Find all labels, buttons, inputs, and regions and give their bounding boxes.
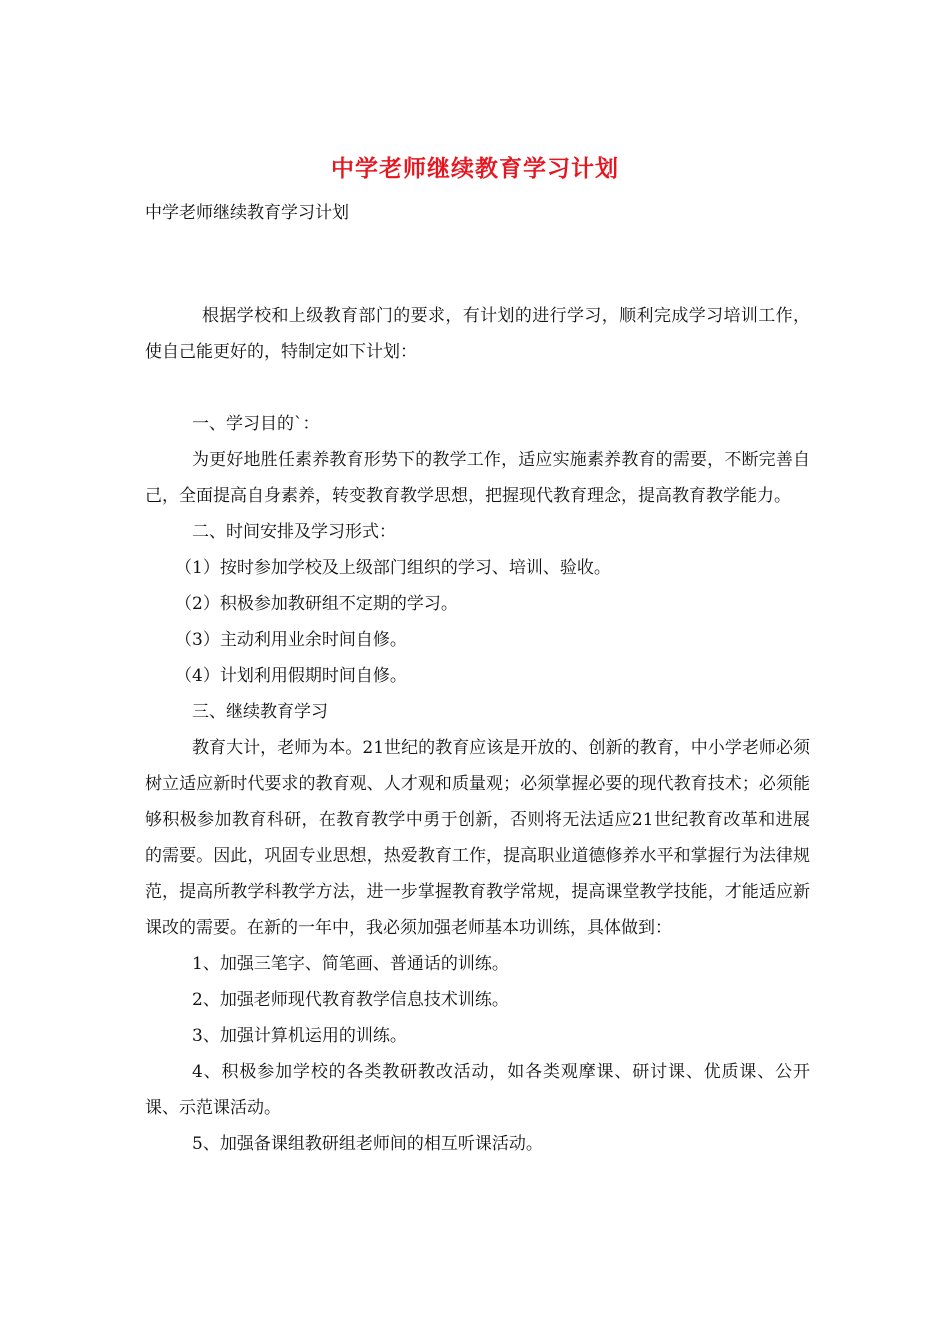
section3-item-2: 2、加强老师现代教育教学信息技术训练。: [192, 990, 509, 1010]
section3-paragraph: 教育大计，老师为本。21世纪的教育应该是开放的、创新的教育，中小学老师必须树立适应新时代要求的教育观、人才观和质量观；必须掌握必要的现代教育技术；必须能够积极参加教育科研，在教育教学中勇于创新，否则将无法适应21世纪教育改革和进展的需要。因此，巩固专业思想，热爱教育工作，提高职业道德修养水平和掌握行为法律规范，提高所教学科教学方法，进一步掌握教育教学常规，提高课堂教学技能，才能适应新课改的需要。在新的一年中，我必须加强老师基本功训练，具体做到：: [145, 738, 810, 938]
section3-heading: 三、继续教育学习: [192, 702, 328, 722]
document-body: [145, 298, 810, 1162]
section2-item-3: （3）主动利用业余时间自修。: [175, 630, 407, 650]
section3-item-3: 3、加强计算机运用的训练。: [192, 1026, 407, 1046]
document-title: 中学老师继续教育学习计划: [331, 155, 619, 182]
section3-item-1: 1、加强三笔字、简笔画、普通话的训练。: [192, 954, 509, 974]
document-subtitle: 中学老师继续教育学习计划: [145, 203, 349, 223]
section1-heading: 一、学习目的`：: [192, 414, 320, 434]
section3-item-5: 5、加强备课组教研组老师间的相互听课活动。: [192, 1134, 543, 1154]
intro-paragraph: 根据学校和上级教育部门的要求，有计划的进行学习，顺利完成学习培训工作，使自己能更好的，特制定如下计划：: [145, 306, 810, 362]
section1-paragraph: 为更好地胜任素养教育形势下的教学工作，适应实施素养教育的需要，不断完善自己，全面提高自身素养，转变教育教学思想，把握现代教育理念，提高教育教学能力。: [145, 450, 810, 506]
section2-item-1: （1）按时参加学校及上级部门组织的学习、培训、验收。: [175, 558, 611, 578]
section2-item-4: （4）计划利用假期时间自修。: [175, 666, 407, 686]
paragraph-gap: [145, 370, 810, 406]
section3-item-4: 4、积极参加学校的各类教研教改活动，如各类观摩课、研讨课、优质课、公开课、示范课活动。: [145, 1062, 810, 1118]
section2-heading: 二、时间安排及学习形式：: [192, 522, 396, 542]
section2-item-2: （2）积极参加教研组不定期的学习。: [175, 594, 458, 614]
